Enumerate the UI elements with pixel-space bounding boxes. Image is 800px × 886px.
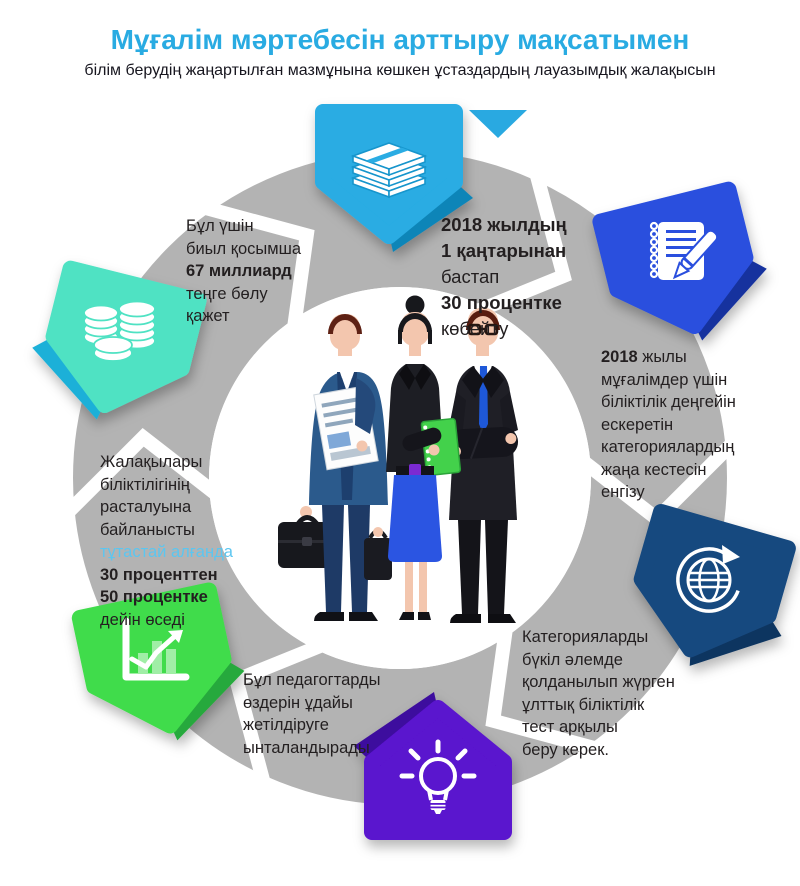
- step-text-coins: [186, 215, 301, 328]
- step-text-line: ұлттық біліктілік: [522, 695, 645, 714]
- step-text-line: ынталандырады: [243, 738, 370, 757]
- step-text-line: бүкіл әлемде: [522, 650, 623, 669]
- step-text-line: 1 қаңтарынан: [441, 240, 567, 261]
- step-text-line: ескеретін: [601, 415, 674, 434]
- step-text-money: [441, 212, 567, 342]
- step-text-line: 30 процентке: [441, 292, 562, 313]
- step-text-line: жаңа кестесін: [601, 460, 707, 479]
- step-text-line: биыл қосымша: [186, 239, 302, 258]
- step-text-line: жетілдіруге: [243, 716, 329, 734]
- step-text-line: Бұл үшін: [186, 217, 254, 235]
- step-text-notebook: [601, 346, 736, 504]
- page-subtitle: білім берудің жаңартылған мазмұнына көшкен ұстаздардың лауазымдық жалақысын: [84, 62, 716, 79]
- step-text-line: бастап: [441, 266, 500, 287]
- step-text-line: расталуына: [100, 498, 192, 516]
- step-text-chart: [100, 451, 233, 631]
- step-text-line: теңге бөлу: [186, 284, 268, 303]
- step-text-line: қолданылып жүрген: [522, 673, 675, 691]
- step-text-line: Категорияларды: [522, 628, 649, 646]
- page-title: Мұғалім мәртебесін арттыру мақсатымен: [110, 24, 690, 55]
- step-text-line: 2018 жылы: [601, 348, 687, 366]
- step-text-line: Бұл педагогтарды: [243, 671, 381, 689]
- step-text-highlight: тұтастай алғанда: [100, 543, 233, 561]
- step-text-line: Жалақылары: [100, 453, 203, 471]
- step-text-line: тест арқылы: [522, 718, 618, 736]
- step-text-line: мұғалімдер үшін: [601, 370, 728, 389]
- step-text-line: көбейту: [441, 318, 509, 339]
- step-text-line: өздерін ұдайы: [243, 693, 353, 712]
- step-text-line: дейін өседі: [100, 610, 185, 629]
- step-text-line: біліктілігінің: [100, 475, 190, 494]
- step-text-line: қажет: [186, 307, 230, 325]
- down-triangle-icon: [469, 110, 527, 138]
- step-text-line: біліктілік деңгейін: [601, 393, 736, 411]
- step-text-line: байланысты: [100, 520, 195, 539]
- step-text-line: 50 процентке: [100, 588, 208, 606]
- step-text-line: беру керек.: [522, 740, 610, 759]
- step-text-globe: [522, 626, 675, 761]
- step-text-line: 67 миллиард: [186, 262, 292, 280]
- step-text-bulb: [243, 669, 381, 759]
- step-text-line: категориялардың: [601, 438, 735, 456]
- header: [0, 24, 800, 80]
- step-text-line: 2018 жылдың: [441, 214, 567, 235]
- step-text-line: 30 проценттен: [100, 565, 218, 584]
- step-text-line: енгізу: [601, 483, 645, 501]
